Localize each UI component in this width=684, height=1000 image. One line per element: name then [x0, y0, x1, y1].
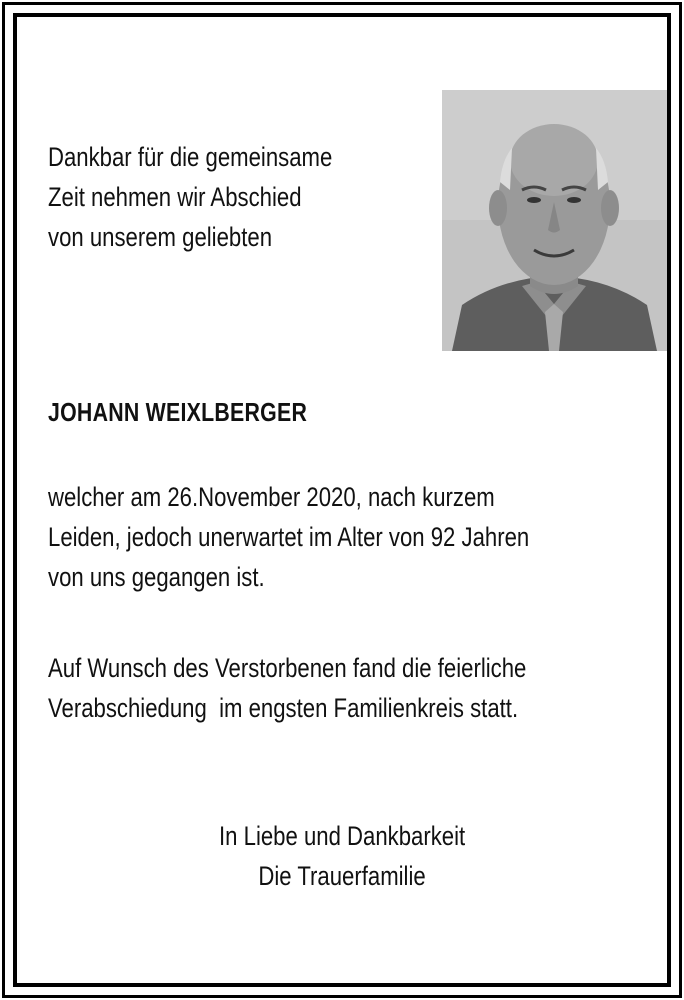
- intro-line: Zeit nehmen wir Abschied: [48, 182, 302, 212]
- intro-line: von unserem geliebten: [48, 222, 273, 252]
- portrait-image: [442, 90, 667, 351]
- closing-line: Die Trauerfamilie: [258, 861, 426, 891]
- closing-line: In Liebe und Dankbarkeit: [218, 821, 466, 851]
- notice-text: [48, 477, 529, 597]
- closing-text: [0, 816, 684, 896]
- ceremony-line: Auf Wunsch des Verstorbenen fand die feierliche: [48, 653, 527, 683]
- intro-text: [48, 137, 332, 257]
- ceremony-line: Verabschiedung im engsten Familienkreis statt.: [48, 693, 519, 723]
- portrait-photo: [442, 90, 667, 351]
- notice-line: welcher am 26.November 2020, nach kurzem: [48, 482, 495, 512]
- intro-line: Dankbar für die gemeinsame: [48, 142, 333, 172]
- notice-line: von uns gegangen ist.: [48, 562, 265, 592]
- deceased-name: JOHANN WEIXLBERGER: [48, 397, 308, 427]
- ceremony-text: [48, 648, 526, 728]
- notice-line: Leiden, jedoch unerwartet im Alter von 92 Jahren: [48, 522, 530, 552]
